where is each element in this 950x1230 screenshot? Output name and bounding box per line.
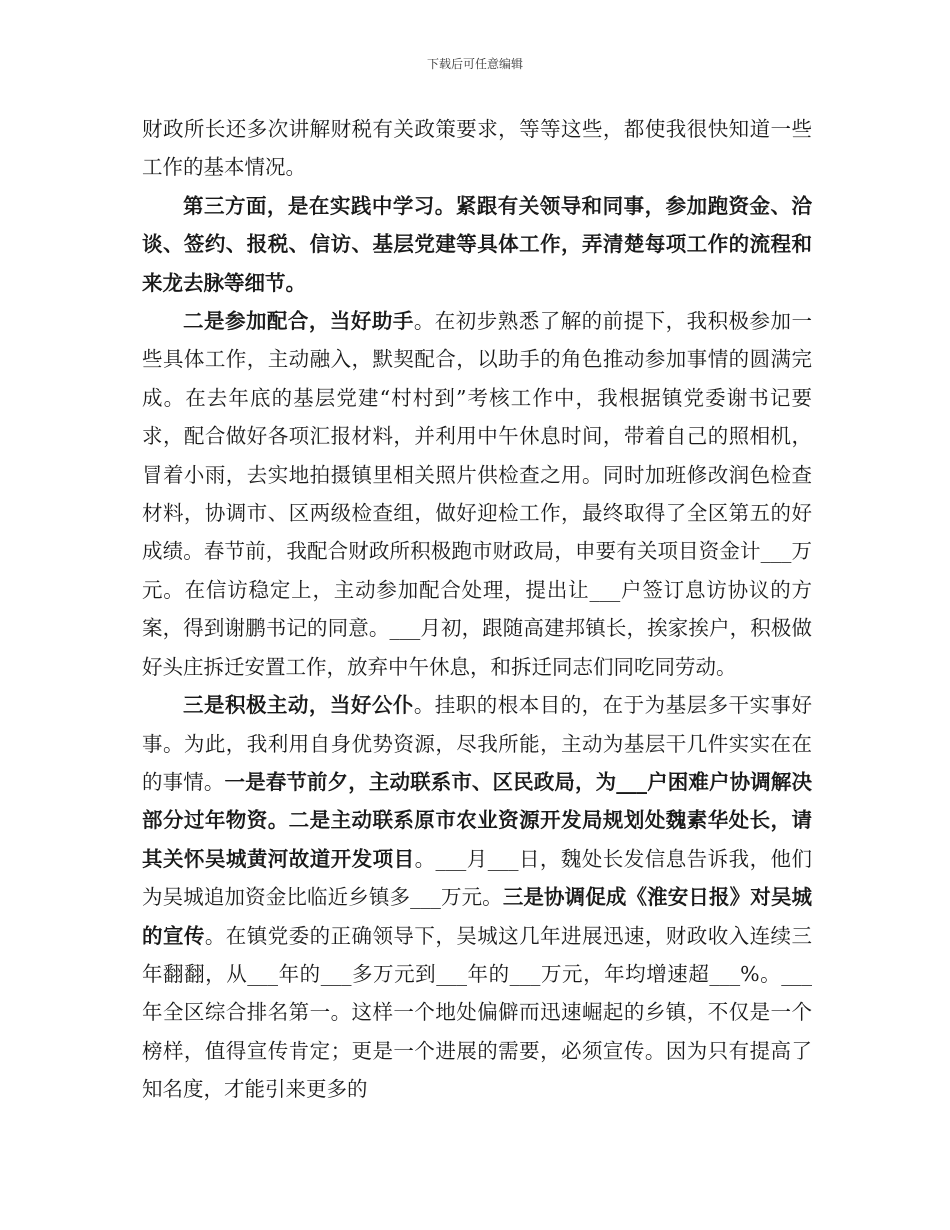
paragraph-3-body: 。在初步熟悉了解的前提下，我积极参加一些具体工作，主动融入，默契配合，以助手的角色推动参加事情的圆满完成。在去年底的基层党建“村村到”考核工作中，我根据镇党委谢书记要求，配合做好各项汇报材料，并利用中午休息时间，带着自己的照相机，冒着小雨，去实地拍摄镇里相关照片供检查之用。同时加班修改润色检查材料，协调市、区两级检查组，做好迎检工作，最终取得了全区第五的好成绩。春节前，我配合财政所积极跑市财政局，申要有关项目资金计___万元。在信访稳定上，主动参加配合处理，提出让___户签订息访协议的方案，得到谢鹏书记的同意。___月初，跟随高建邦镇长，挨家挨户，积极做好头庄拆迁安置工作，放弃中午休息，和拆迁同志们同吃同劳动。 [142, 309, 813, 679]
page-header-note: 下载后可任意编辑 [426, 57, 523, 71]
paragraph-4-bold-b: 一是春节前夕，主动联系市、区民政局，为___户困难户协调解决部分过年物资。二是主动联系原市农业资源开发局规划处魏素华处长，请其关怀吴城黄河故道开发项目 [142, 769, 812, 871]
paragraph-4 [142, 686, 812, 1108]
paragraph-4-text-e: 。在镇党委的正确领导下，吴城这几年进展迅速，财政收入连续三年翻翻，从___年的___多万元到___年的___万元，年均增速超___%。___年全区综合排名第一。这样一个地处偏僻而迅速崛起的乡镇，不仅是一个榜样，值得宣传肯定；更是一个进展的需要，必须宣传。因为只有提高了知名度，才能引来更多的 [142, 923, 813, 1102]
paragraph-4-bold-d: 三是协调促成《淮安日报》对吴城的宣传 [142, 885, 813, 948]
paragraph-3 [142, 302, 812, 686]
paragraph-4-heading: 三是积极主动，当好公仆 [183, 693, 414, 718]
paragraph-3-heading: 二是参加配合，当好助手 [183, 309, 414, 334]
paragraph-4-text-a: 。挂职的根本目的，在于为基层多干实事好事。为此，我利用自身优势资源，尽我所能，主动为基层干几件实实在在的事情。 [142, 693, 813, 794]
paragraph-4-text-c: 。___月___日，魏处长发信息告诉我，他们为吴城追加资金比临近乡镇多___万元。 [142, 846, 813, 910]
paragraph-2: 第三方面，是在实践中学习。紧跟有关领导和同事，参加跑资金、洽谈、签约、报税、信访、基层党建等具体工作，弄清楚每项工作的流程和来龙去脉等细节。 [142, 193, 812, 295]
paragraph-1: 财政所长还多次讲解财税有关政策要求，等等这些，都使我很快知道一些工作的基本情况。 [142, 117, 812, 180]
document-body [142, 110, 812, 1109]
